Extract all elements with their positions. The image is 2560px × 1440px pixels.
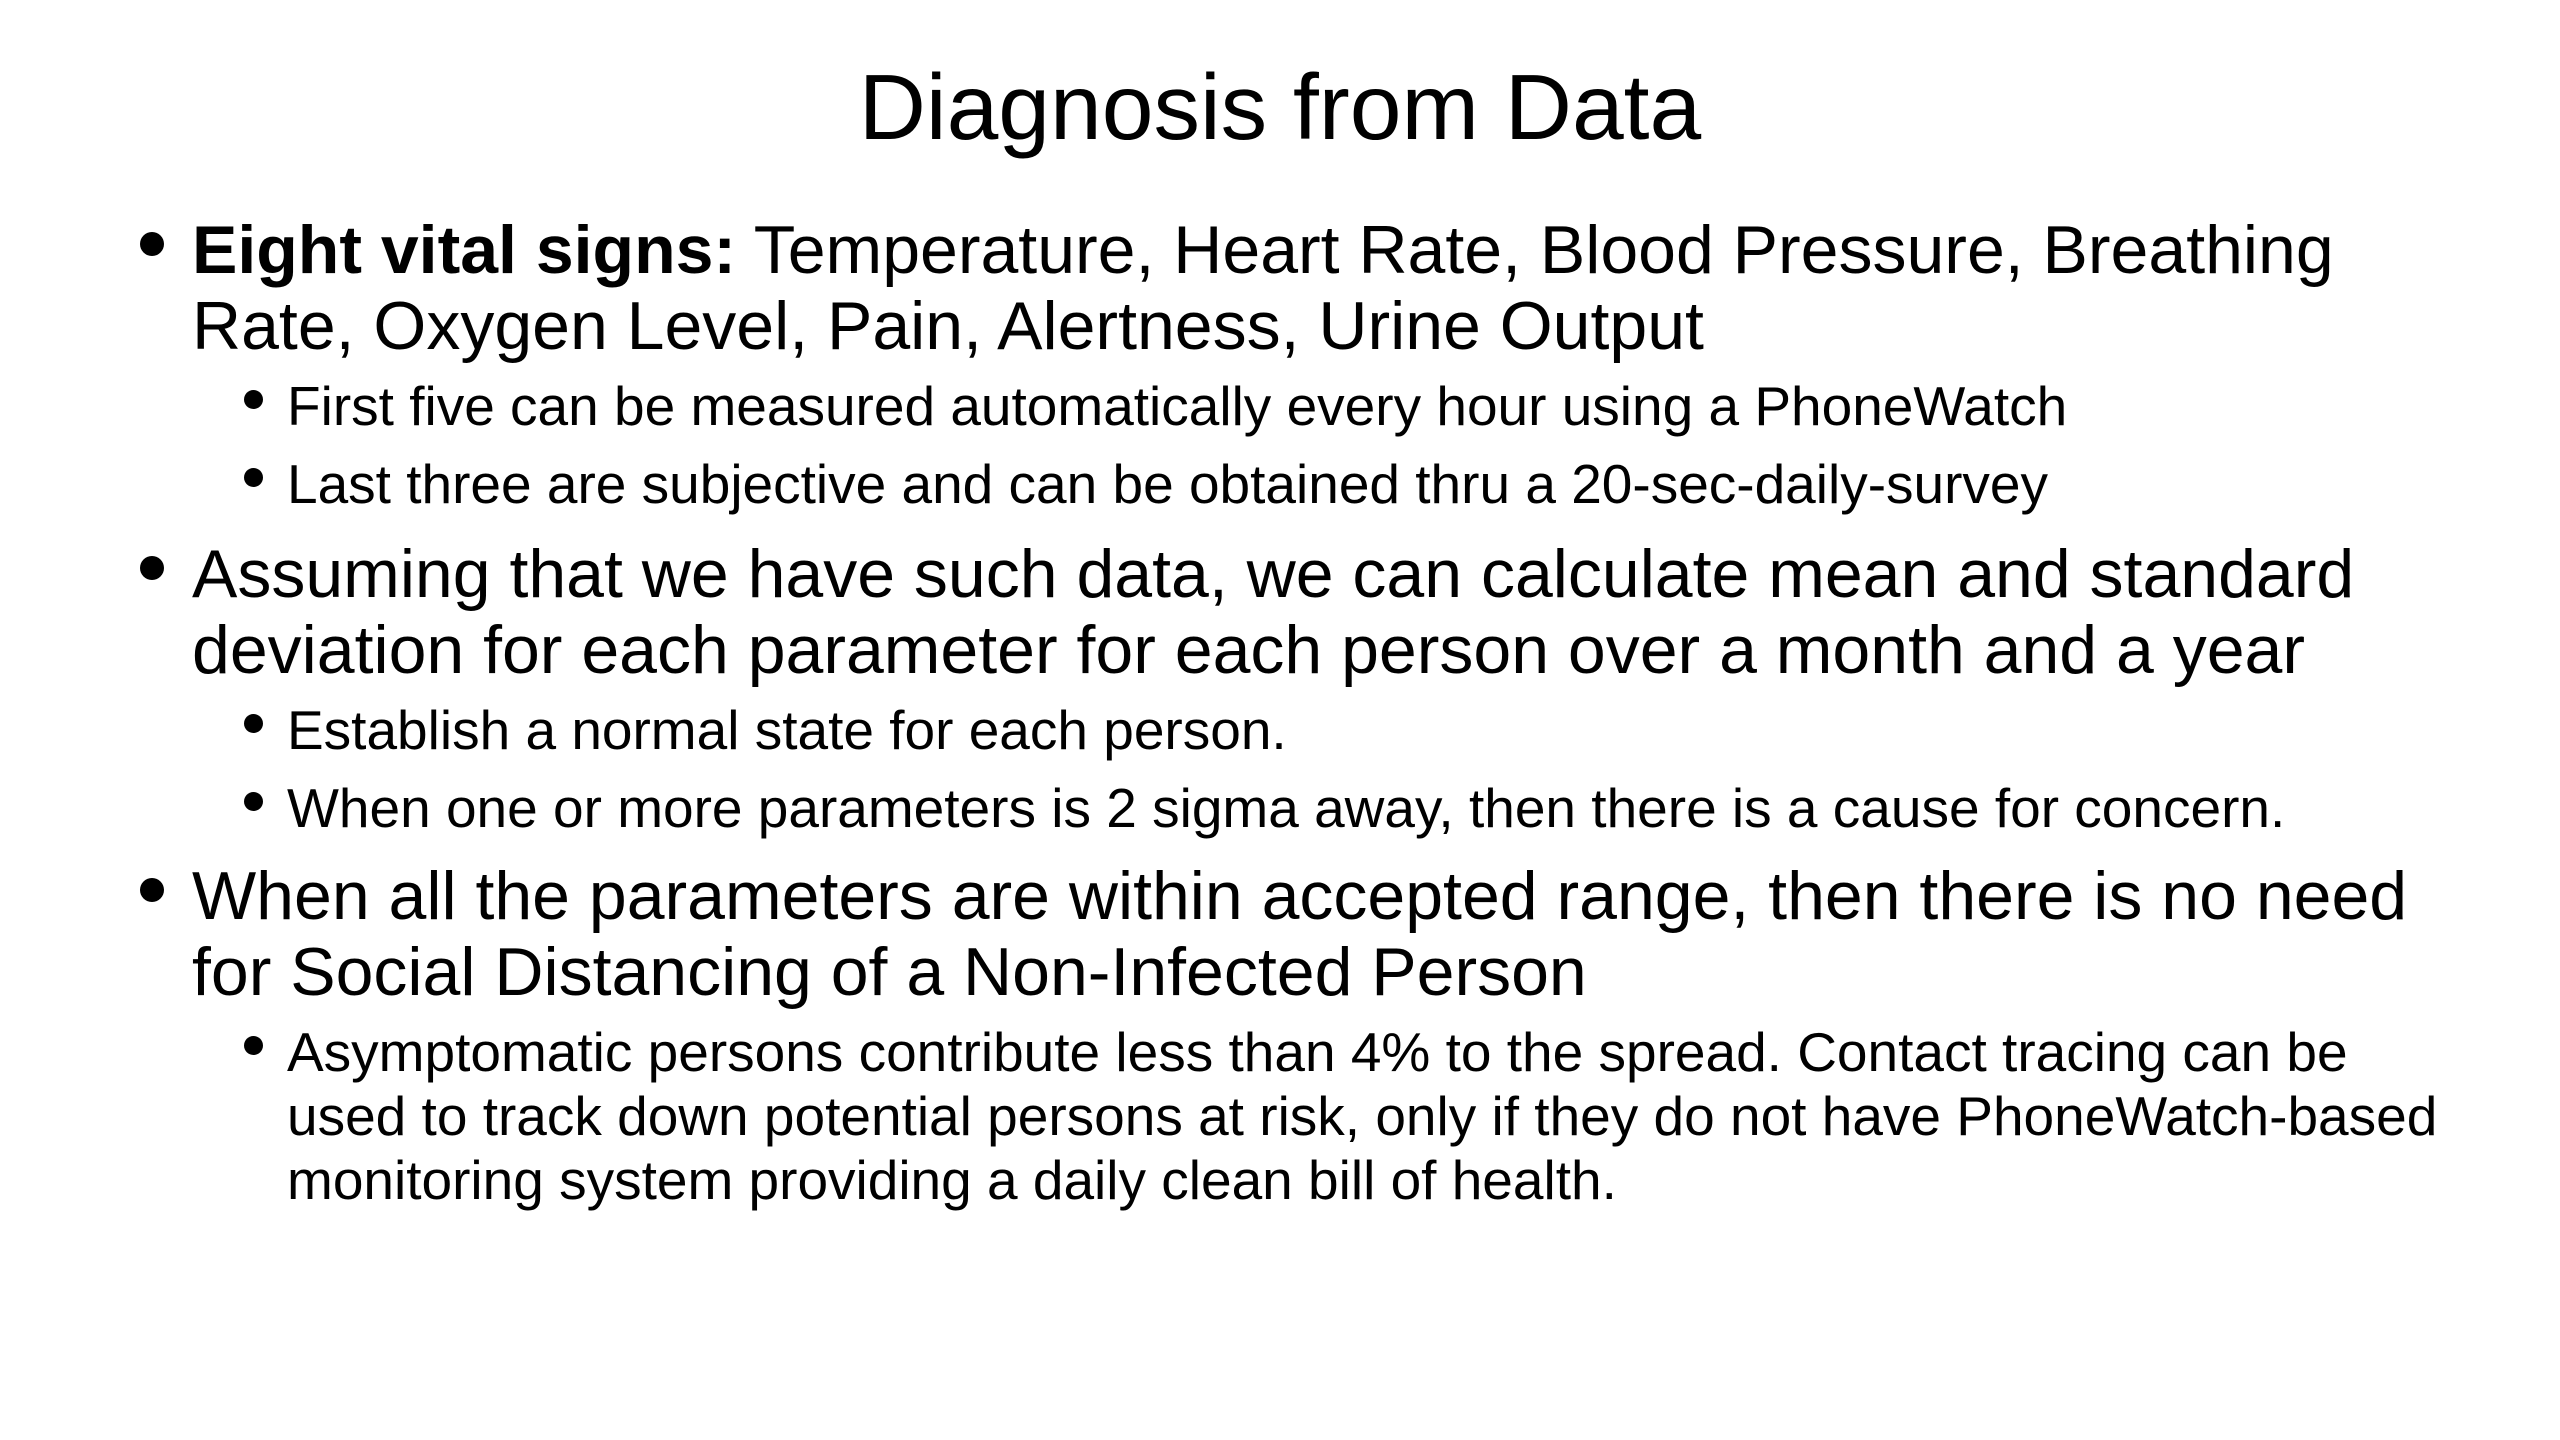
bullet-text: When all the parameters are within accepted range, then there is no need for Social Distancing of a Non-Infected Person — [192, 858, 2408, 1010]
sub-bullet-item — [140, 374, 2470, 438]
sub-bullet-dot — [244, 714, 263, 733]
sub-bullet-dot — [244, 792, 263, 811]
bullet-item-social-distancing — [140, 858, 2470, 1010]
sub-bullet-text: Establish a normal state for each person. — [287, 699, 1287, 761]
bullet-lead-text: Eight vital signs: — [192, 212, 737, 288]
sub-bullet-dot — [244, 1036, 263, 1055]
sub-bullet-dot — [244, 468, 263, 487]
sub-bullet-text: Last three are subjective and can be obtained thru a 20-sec-daily-survey — [287, 453, 2049, 515]
sub-bullet-text: When one or more parameters is 2 sigma away, then there is a cause for concern. — [287, 777, 2286, 839]
sub-bullet-item — [140, 698, 2470, 762]
sub-bullet-text: Asymptomatic persons contribute less than 4% to the spread. Contact tracing can be used to track down potential persons at risk, only if they do not have PhoneWatch-based monitoring system providing a daily clean bill of health. — [287, 1021, 2438, 1211]
bullet-item-vital-signs — [140, 212, 2470, 364]
bullet-list — [140, 212, 2470, 1212]
bullet-item-mean-deviation — [140, 536, 2470, 688]
sub-bullet-item — [140, 452, 2470, 516]
sub-bullet-item — [140, 776, 2470, 840]
bullet-text: Temperature, Heart Rate, Blood Pressure, Breathing Rate, Oxygen Level, Pain, Alertness, Urine Output — [192, 212, 2334, 364]
slide-title: Diagnosis from Data — [858, 55, 1702, 159]
bullet-dot — [140, 878, 164, 902]
sub-bullet-text: First five can be measured automatically every hour using a PhoneWatch — [287, 375, 2068, 437]
sub-bullet-item — [140, 1020, 2470, 1212]
sub-bullet-dot — [244, 390, 263, 409]
bullet-dot — [140, 556, 164, 580]
bullet-dot — [140, 232, 164, 256]
bullet-text: Assuming that we have such data, we can calculate mean and standard deviation for each parameter for each person over a month and a year — [192, 536, 2355, 688]
